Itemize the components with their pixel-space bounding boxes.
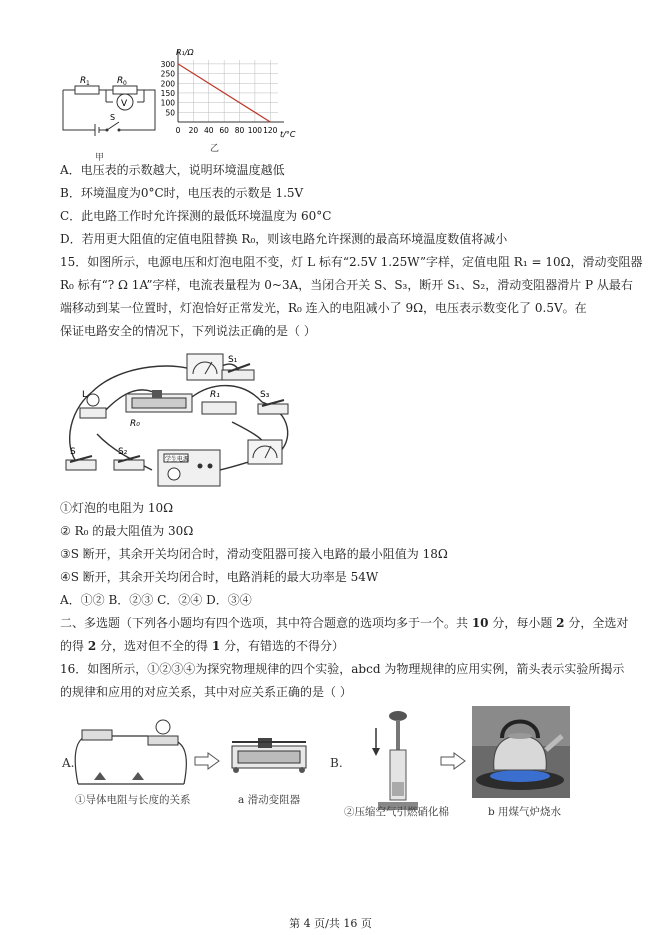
arrow-1-to-a bbox=[194, 752, 220, 770]
r1-temperature-graph bbox=[150, 44, 300, 144]
y-tick-label: 300 bbox=[160, 59, 175, 69]
x-tick-label: 120 bbox=[263, 126, 278, 135]
q14-option-c: C．此电路工作时允许探测的最低环境温度为 60°C bbox=[60, 209, 332, 223]
gas-stove-kettle-figure bbox=[472, 706, 570, 798]
q14-option-b: B．环境温度为0°C时，电压表的示数是 1.5V bbox=[60, 186, 304, 200]
q15-statement-1: ①灯泡的电阻为 10Ω bbox=[60, 501, 174, 515]
y-tick-label: 200 bbox=[160, 79, 175, 89]
compression-figure bbox=[362, 708, 422, 814]
y-tick-label: 50 bbox=[165, 108, 175, 118]
q16-option-b-label: B. bbox=[330, 756, 343, 770]
x-tick-label: 40 bbox=[203, 126, 214, 135]
x-tick-label: 0 bbox=[175, 126, 181, 135]
r1-sub: 1 bbox=[86, 80, 90, 87]
graph-caption: 乙 bbox=[210, 144, 220, 154]
y-tick-label: 150 bbox=[160, 88, 175, 98]
x-tick-label: 80 bbox=[234, 126, 245, 135]
circuit-caption: 甲 bbox=[95, 153, 105, 163]
q15-stem-line4: 保证电路安全的情况下，下列说法正确的是（ ） bbox=[60, 324, 316, 338]
chart-x-label: t/°C bbox=[280, 130, 296, 139]
q15-apparatus-figure bbox=[62, 342, 302, 490]
conductor-resistance-figure bbox=[72, 714, 190, 790]
s1-label: S₁ bbox=[228, 355, 238, 365]
r0-sub: 0 bbox=[123, 80, 127, 87]
caption-kettle: b 用煤气炉烧水 bbox=[488, 806, 562, 818]
r1-label: R₁ bbox=[210, 390, 220, 400]
rheostat-figure bbox=[228, 732, 310, 778]
r0-label: R₀ bbox=[130, 419, 140, 429]
q15-stem-line2: R₀ 标有“? Ω 1A”字样，电流表量程为 0~3A，当闭合开关 S、S₃，断开 S₁、S₂，滑动变阻器滑片 P 从最右 bbox=[60, 278, 633, 292]
q15-choices: A．①② B．②③ C．②④ D．③④ bbox=[60, 593, 252, 607]
q15-stem-line1: 15．如图所示，电源电压和灯泡电阻不变，灯 L 标有“2.5V 1.25W”字样，定值电阻 R₁ = 10Ω，滑动变阻器 bbox=[60, 255, 643, 269]
x-tick-label: 60 bbox=[219, 126, 229, 135]
y-tick-label: 100 bbox=[160, 98, 175, 108]
r1-label: R bbox=[80, 76, 87, 86]
s-label: S bbox=[70, 447, 76, 457]
circuit-diagram-jia bbox=[55, 68, 165, 150]
q15-statement-4: ④S 断开，其余开关均闭合时，电路消耗的最大功率是 54W bbox=[60, 570, 379, 584]
q14-option-a: A．电压表的示数越大，说明环境温度越低 bbox=[60, 163, 285, 177]
caption-rheostat: a 滑动变阻器 bbox=[238, 794, 301, 806]
section2-heading-line2: 的得 2 分，选对但不全的得 1 分，有错选的不得分） bbox=[60, 639, 345, 653]
q15-statement-3: ③S 断开，其余开关均闭合时，滑动变阻器可接入电路的最小阻值为 18Ω bbox=[60, 547, 448, 561]
caption-compression: ②压缩空气引燃硝化棉 bbox=[344, 806, 449, 818]
q16-stem-line2: 的规律和应用的对应关系，其中对应关系正确的是（ ） bbox=[60, 685, 352, 699]
arrow-2-to-b bbox=[440, 752, 466, 770]
section2-heading-line1: 二、多选题（下列各小题均有四个选项，其中符合题意的选项均多于一个。共 10 分，每小题 2 分，全选对 bbox=[60, 616, 629, 630]
s2-label: S₂ bbox=[118, 447, 128, 457]
supply-label: 学生电源 bbox=[165, 456, 190, 463]
chart-y-label: R₁/Ω bbox=[176, 48, 194, 57]
voltmeter-label: V bbox=[121, 99, 128, 109]
lamp-label: L bbox=[82, 390, 88, 400]
q15-stem-line3: 端移动到某一位置时，灯泡恰好正常发光，R₀ 连入的电阻减小了 9Ω，电压表示数变化了 0.5V。在 bbox=[60, 301, 587, 315]
q16-option-a-label: A. bbox=[62, 756, 75, 770]
caption-experiment-1: ①导体电阻与长度的关系 bbox=[75, 794, 191, 806]
q16-stem-line1: 16．如图所示，①②③④为探究物理规律的四个实验，abcd 为物理规律的应用实例，箭头表示实验所揭示 bbox=[60, 662, 625, 676]
page-footer: 第 4 页/共 16 页 bbox=[289, 917, 372, 930]
switch-label: S bbox=[110, 113, 116, 122]
s3-label: S₃ bbox=[260, 390, 270, 400]
x-tick-label: 20 bbox=[188, 126, 199, 135]
r0-label: R bbox=[117, 76, 124, 86]
y-tick-label: 250 bbox=[160, 69, 175, 79]
q14-option-d: D．若用更大阻值的定值电阻替换 R₀，则该电路允许探测的最高环境温度数值将减小 bbox=[60, 232, 508, 246]
q15-statement-2: ② R₀ 的最大阻值为 30Ω bbox=[60, 524, 194, 538]
x-tick-label: 100 bbox=[247, 126, 263, 135]
